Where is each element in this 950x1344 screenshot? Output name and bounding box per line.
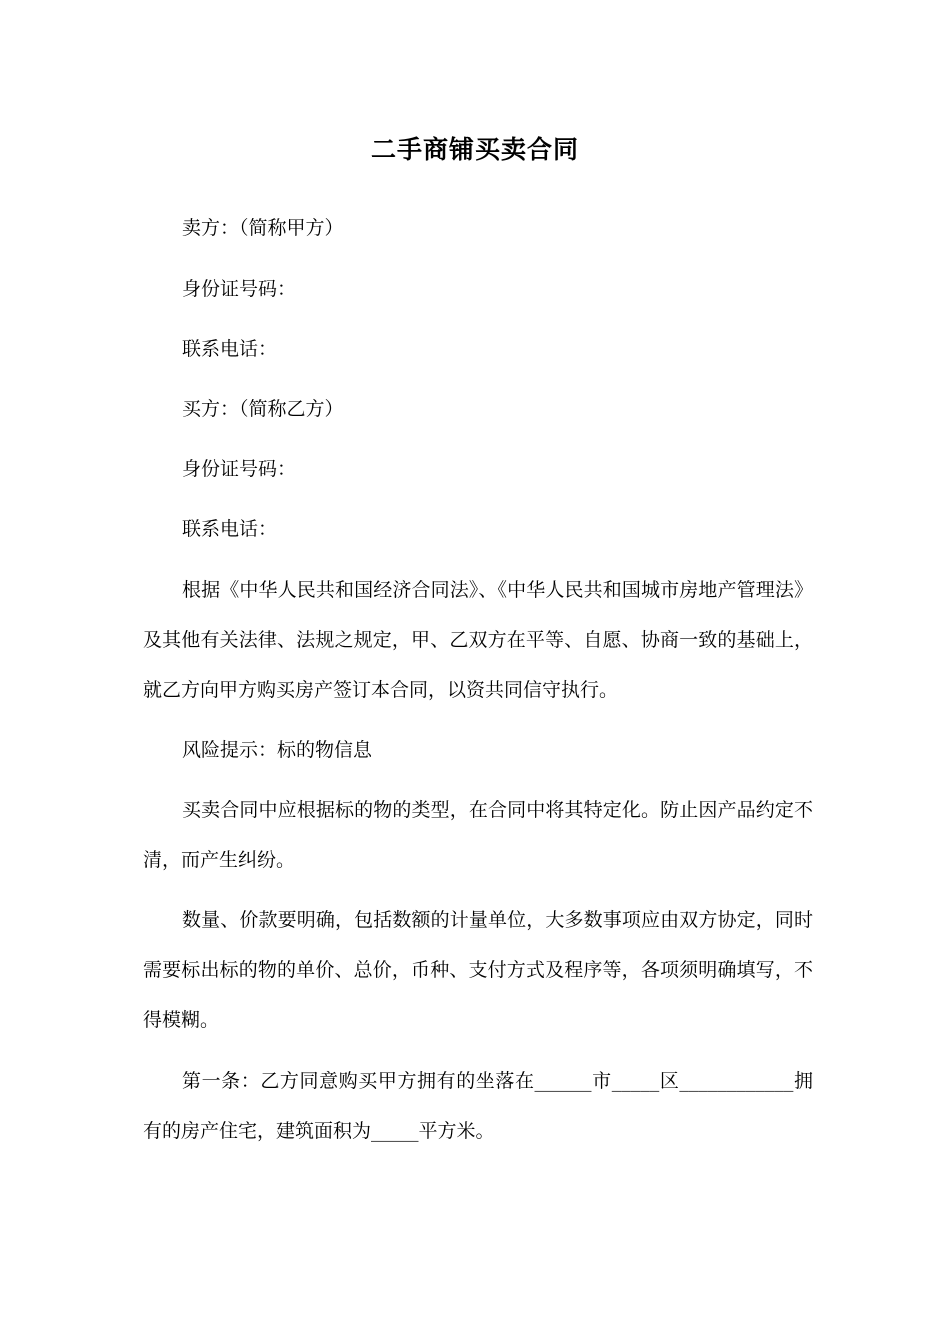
risk-paragraph-2: 数量、价款要明确，包括数额的计量单位，大多数事项应由双方协定，同时需要标出标的物的单价、总价，币种、支付方式及程序等，各项须明确填写，不得模糊。 [143, 909, 813, 1031]
preamble-paragraph: 根据《中华人民共和国经济合同法》、《中华人民共和国城市房地产管理法》及其他有关法律、法规之规定，甲、乙双方在平等、自愿、协商一致的基础上，就乙方向甲方购买房产签订本合同，以资共同信守执行。 [143, 579, 813, 701]
seller-id-line: 身份证号码： [182, 278, 297, 300]
seller-line: 卖方：（简称甲方） [182, 217, 344, 239]
risk-paragraph-1: 买卖合同中应根据标的物的类型，在合同中将其特定化。防止因产品约定不清，而产生纠纷。 [143, 799, 813, 871]
article-1-paragraph: 第一条：乙方同意购买甲方拥有的坐落在______市_____区____________拥有的房产住宅，建筑面积为_____平方米。 [143, 1070, 813, 1142]
risk-heading: 风险提示：标的物信息 [182, 739, 373, 761]
seller-phone-line: 联系电话： [182, 338, 278, 360]
document-title: 二手商铺买卖合同 [370, 135, 579, 164]
buyer-id-line: 身份证号码： [182, 458, 297, 480]
buyer-phone-line: 联系电话： [182, 518, 278, 540]
buyer-line: 买方：（简称乙方） [182, 398, 344, 420]
